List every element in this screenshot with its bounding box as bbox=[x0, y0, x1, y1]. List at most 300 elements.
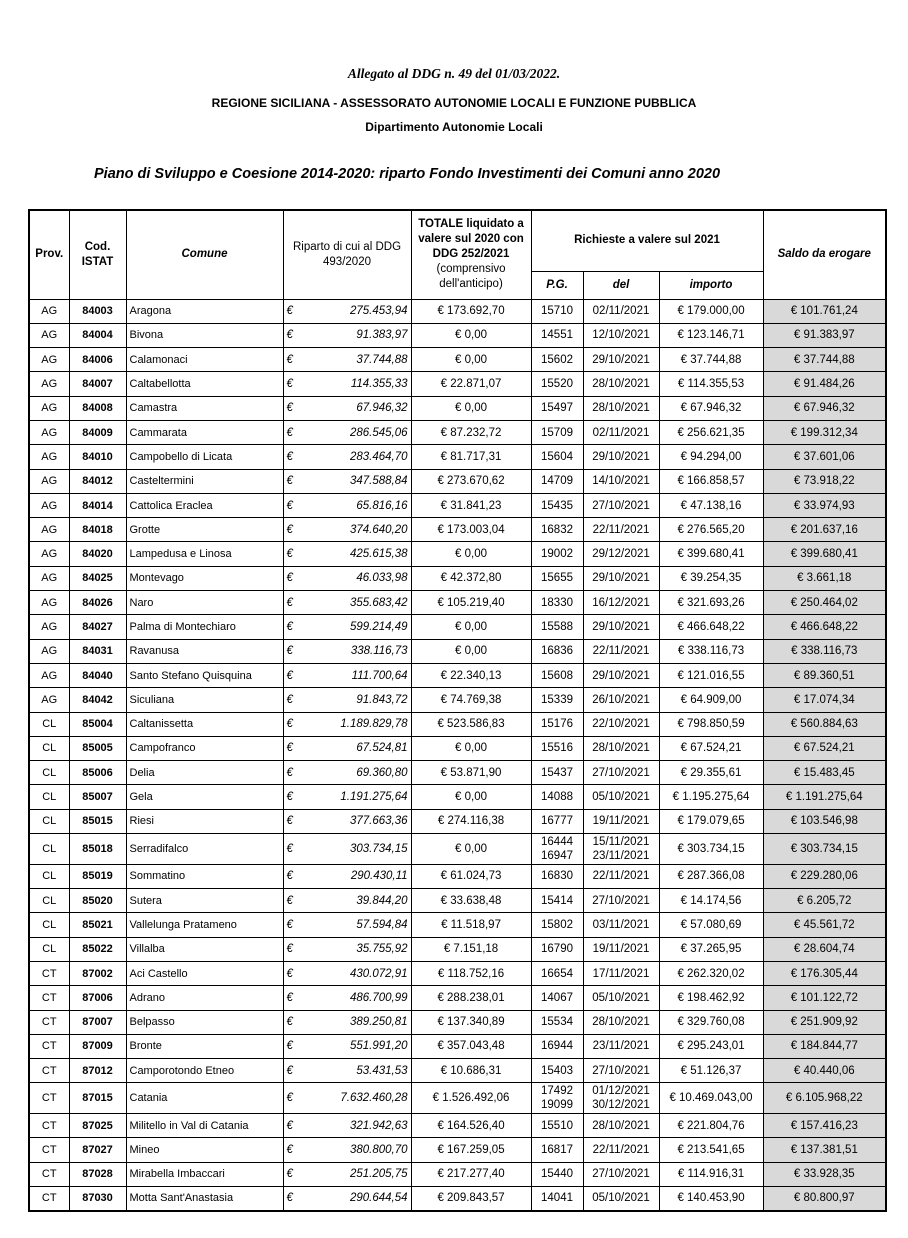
cell-riparto: 91.843,72 bbox=[309, 688, 411, 712]
cell-istat: 87006 bbox=[69, 986, 126, 1010]
cell-prov: AG bbox=[29, 591, 69, 615]
cell-importo: € 67.524,21 bbox=[659, 736, 763, 760]
riparto-table bbox=[28, 209, 887, 1212]
cell-riparto: 7.632.460,28 bbox=[309, 1083, 411, 1114]
cell-prov: CL bbox=[29, 785, 69, 809]
table-row bbox=[29, 1114, 886, 1138]
cell-totale: € 53.871,90 bbox=[411, 761, 531, 785]
cell-pg: 15710 bbox=[531, 299, 583, 323]
cell-riparto: 67.946,32 bbox=[309, 396, 411, 420]
table-row bbox=[29, 493, 886, 517]
table-row bbox=[29, 1083, 886, 1114]
cell-totale: € 209.843,57 bbox=[411, 1186, 531, 1210]
col-riparto-line2: 493/2020 bbox=[323, 255, 371, 268]
cell-istat: 85007 bbox=[69, 785, 126, 809]
cell-importo: € 198.462,92 bbox=[659, 986, 763, 1010]
cell-totale: € 7.151,18 bbox=[411, 937, 531, 961]
cell-prov: CL bbox=[29, 937, 69, 961]
cell-importo: € 166.858,57 bbox=[659, 469, 763, 493]
cell-pg-line2: 16947 bbox=[541, 849, 573, 862]
cell-del: 27/10/2021 bbox=[583, 889, 659, 913]
cell-totale: € 61.024,73 bbox=[411, 864, 531, 888]
cell-euro-sign: € bbox=[283, 396, 309, 420]
cell-del bbox=[583, 834, 659, 865]
cell-comune: Palma di Montechiaro bbox=[126, 615, 283, 639]
cell-pg: 16836 bbox=[531, 639, 583, 663]
cell-pg: 15604 bbox=[531, 445, 583, 469]
cell-istat: 84003 bbox=[69, 299, 126, 323]
cell-istat: 84007 bbox=[69, 372, 126, 396]
cell-importo: € 123.146,71 bbox=[659, 323, 763, 347]
cell-saldo: € 3.661,18 bbox=[763, 566, 886, 590]
cell-saldo: € 176.305,44 bbox=[763, 961, 886, 985]
cell-riparto: 347.588,84 bbox=[309, 469, 411, 493]
cell-istat: 85022 bbox=[69, 937, 126, 961]
cell-pg: 15608 bbox=[531, 663, 583, 687]
col-richieste: Richieste a valere sul 2021 bbox=[531, 210, 763, 271]
cell-prov: AG bbox=[29, 542, 69, 566]
cell-pg bbox=[531, 1083, 583, 1114]
col-del: del bbox=[583, 271, 659, 299]
cell-saldo: € 37.601,06 bbox=[763, 445, 886, 469]
cell-prov: CT bbox=[29, 961, 69, 985]
cell-prov: CL bbox=[29, 736, 69, 760]
cell-istat: 84026 bbox=[69, 591, 126, 615]
cell-comune: Siculiana bbox=[126, 688, 283, 712]
cell-prov: CL bbox=[29, 712, 69, 736]
cell-euro-sign: € bbox=[283, 864, 309, 888]
cell-riparto: 67.524,81 bbox=[309, 736, 411, 760]
cell-pg: 16654 bbox=[531, 961, 583, 985]
cell-saldo: € 45.561,72 bbox=[763, 913, 886, 937]
cell-riparto: 338.116,73 bbox=[309, 639, 411, 663]
table-row bbox=[29, 1034, 886, 1058]
cell-totale: € 0,00 bbox=[411, 785, 531, 809]
cell-comune: Militello in Val di Catania bbox=[126, 1114, 283, 1138]
cell-comune: Santo Stefano Quisquina bbox=[126, 663, 283, 687]
cell-importo: € 37.265,95 bbox=[659, 937, 763, 961]
cell-riparto: 69.360,80 bbox=[309, 761, 411, 785]
cell-istat: 85005 bbox=[69, 736, 126, 760]
cell-euro-sign: € bbox=[283, 591, 309, 615]
cell-comune: Cattolica Eraclea bbox=[126, 493, 283, 517]
cell-del: 05/10/2021 bbox=[583, 1186, 659, 1210]
cell-riparto: 65.816,16 bbox=[309, 493, 411, 517]
cell-euro-sign: € bbox=[283, 420, 309, 444]
cell-comune: Riesi bbox=[126, 809, 283, 833]
cell-saldo: € 101.122,72 bbox=[763, 986, 886, 1010]
cell-comune: Villalba bbox=[126, 937, 283, 961]
cell-istat: 87027 bbox=[69, 1138, 126, 1162]
cell-riparto: 39.844,20 bbox=[309, 889, 411, 913]
cell-comune: Sommatino bbox=[126, 864, 283, 888]
cell-del: 02/11/2021 bbox=[583, 420, 659, 444]
cell-saldo: € 303.734,15 bbox=[763, 834, 886, 865]
cell-pg: 15802 bbox=[531, 913, 583, 937]
cell-importo: € 179.079,65 bbox=[659, 809, 763, 833]
col-totale-line5: dell'anticipo) bbox=[439, 278, 503, 291]
table-row bbox=[29, 937, 886, 961]
cell-riparto: 425.615,38 bbox=[309, 542, 411, 566]
cell-del-line1: 01/12/2021 bbox=[592, 1085, 650, 1098]
cell-euro-sign: € bbox=[283, 889, 309, 913]
cell-pg: 19002 bbox=[531, 542, 583, 566]
cell-saldo: € 101.761,24 bbox=[763, 299, 886, 323]
cell-totale: € 137.340,89 bbox=[411, 1010, 531, 1034]
cell-importo: € 114.355,53 bbox=[659, 372, 763, 396]
cell-del: 26/10/2021 bbox=[583, 688, 659, 712]
cell-pg: 15655 bbox=[531, 566, 583, 590]
cell-saldo: € 157.416,23 bbox=[763, 1114, 886, 1138]
cell-prov: AG bbox=[29, 663, 69, 687]
col-prov: Prov. bbox=[29, 210, 69, 299]
cell-saldo: € 33.928,35 bbox=[763, 1162, 886, 1186]
document-title: Piano di Sviluppo e Coesione 2014-2020: riparto Fondo Investimenti dei Comuni anno 2020 bbox=[94, 166, 721, 182]
cell-pg: 15339 bbox=[531, 688, 583, 712]
cell-saldo: € 466.648,22 bbox=[763, 615, 886, 639]
cell-istat: 84031 bbox=[69, 639, 126, 663]
cell-del: 02/11/2021 bbox=[583, 299, 659, 323]
cell-prov: CT bbox=[29, 1186, 69, 1210]
cell-comune: Campobello di Licata bbox=[126, 445, 283, 469]
cell-riparto: 1.189.829,78 bbox=[309, 712, 411, 736]
cell-euro-sign: € bbox=[283, 1186, 309, 1210]
cell-importo: € 57.080,69 bbox=[659, 913, 763, 937]
table-row bbox=[29, 396, 886, 420]
cell-saldo: € 251.909,92 bbox=[763, 1010, 886, 1034]
cell-istat: 85020 bbox=[69, 889, 126, 913]
cell-euro-sign: € bbox=[283, 469, 309, 493]
cell-importo: € 399.680,41 bbox=[659, 542, 763, 566]
cell-importo: € 140.453,90 bbox=[659, 1186, 763, 1210]
cell-riparto: 46.033,98 bbox=[309, 566, 411, 590]
cell-pg: 16832 bbox=[531, 518, 583, 542]
cell-totale: € 167.259,05 bbox=[411, 1138, 531, 1162]
col-riparto-line1: Riparto di cui al DDG bbox=[293, 240, 402, 253]
cell-prov: CT bbox=[29, 1138, 69, 1162]
cell-saldo: € 80.800,97 bbox=[763, 1186, 886, 1210]
cell-del: 27/10/2021 bbox=[583, 1162, 659, 1186]
cell-pg: 16777 bbox=[531, 809, 583, 833]
cell-comune: Catania bbox=[126, 1083, 283, 1114]
table-row bbox=[29, 445, 886, 469]
cell-istat: 84006 bbox=[69, 348, 126, 372]
cell-riparto: 321.942,63 bbox=[309, 1114, 411, 1138]
table-row bbox=[29, 736, 886, 760]
cell-euro-sign: € bbox=[283, 348, 309, 372]
cell-euro-sign: € bbox=[283, 615, 309, 639]
col-totale-line2: valere sul 2020 con bbox=[418, 233, 524, 246]
cell-comune: Ravanusa bbox=[126, 639, 283, 663]
table-row bbox=[29, 639, 886, 663]
cell-pg: 15403 bbox=[531, 1059, 583, 1083]
cell-prov: CL bbox=[29, 809, 69, 833]
cell-euro-sign: € bbox=[283, 299, 309, 323]
cell-del: 27/10/2021 bbox=[583, 493, 659, 517]
cell-del: 17/11/2021 bbox=[583, 961, 659, 985]
cell-istat: 85015 bbox=[69, 809, 126, 833]
table-row bbox=[29, 889, 886, 913]
cell-totale: € 274.116,38 bbox=[411, 809, 531, 833]
cell-saldo: € 6.205,72 bbox=[763, 889, 886, 913]
cell-riparto: 91.383,97 bbox=[309, 323, 411, 347]
cell-del: 28/10/2021 bbox=[583, 736, 659, 760]
cell-istat: 85006 bbox=[69, 761, 126, 785]
cell-riparto: 389.250,81 bbox=[309, 1010, 411, 1034]
cell-totale: € 0,00 bbox=[411, 542, 531, 566]
cell-pg: 15176 bbox=[531, 712, 583, 736]
cell-istat: 84010 bbox=[69, 445, 126, 469]
cell-importo: € 47.138,16 bbox=[659, 493, 763, 517]
cell-riparto: 551.991,20 bbox=[309, 1034, 411, 1058]
cell-riparto: 35.755,92 bbox=[309, 937, 411, 961]
cell-euro-sign: € bbox=[283, 1138, 309, 1162]
table-row bbox=[29, 864, 886, 888]
cell-del-line2: 23/11/2021 bbox=[592, 849, 650, 862]
cell-del: 29/10/2021 bbox=[583, 445, 659, 469]
cell-saldo: € 91.383,97 bbox=[763, 323, 886, 347]
col-importo: importo bbox=[659, 271, 763, 299]
cell-importo: € 64.909,00 bbox=[659, 688, 763, 712]
table-row bbox=[29, 518, 886, 542]
cell-riparto: 114.355,33 bbox=[309, 372, 411, 396]
cell-totale: € 31.841,23 bbox=[411, 493, 531, 517]
cell-pg: 14041 bbox=[531, 1186, 583, 1210]
cell-euro-sign: € bbox=[283, 542, 309, 566]
cell-comune: Lampedusa e Linosa bbox=[126, 542, 283, 566]
cell-prov: AG bbox=[29, 396, 69, 420]
table-row bbox=[29, 1010, 886, 1034]
cell-del: 22/10/2021 bbox=[583, 712, 659, 736]
cell-importo: € 276.565,20 bbox=[659, 518, 763, 542]
cell-del: 28/10/2021 bbox=[583, 396, 659, 420]
cell-pg: 14551 bbox=[531, 323, 583, 347]
cell-del: 22/11/2021 bbox=[583, 639, 659, 663]
cell-importo: € 37.744,88 bbox=[659, 348, 763, 372]
cell-pg: 14067 bbox=[531, 986, 583, 1010]
cell-del: 29/12/2021 bbox=[583, 542, 659, 566]
cell-euro-sign: € bbox=[283, 493, 309, 517]
cell-riparto: 53.431,53 bbox=[309, 1059, 411, 1083]
cell-istat: 87030 bbox=[69, 1186, 126, 1210]
cell-prov: CT bbox=[29, 1034, 69, 1058]
cell-del: 28/10/2021 bbox=[583, 372, 659, 396]
cell-prov: CL bbox=[29, 834, 69, 865]
cell-euro-sign: € bbox=[283, 663, 309, 687]
cell-prov: AG bbox=[29, 566, 69, 590]
cell-euro-sign: € bbox=[283, 913, 309, 937]
cell-importo: € 338.116,73 bbox=[659, 639, 763, 663]
cell-importo: € 114.916,31 bbox=[659, 1162, 763, 1186]
table-row bbox=[29, 761, 886, 785]
cell-istat: 84008 bbox=[69, 396, 126, 420]
table-row bbox=[29, 688, 886, 712]
cell-pg: 15588 bbox=[531, 615, 583, 639]
table-row bbox=[29, 566, 886, 590]
cell-pg: 15414 bbox=[531, 889, 583, 913]
cell-euro-sign: € bbox=[283, 937, 309, 961]
cell-prov: CL bbox=[29, 761, 69, 785]
cell-importo: € 798.850,59 bbox=[659, 712, 763, 736]
cell-del-line1: 15/11/2021 bbox=[592, 835, 650, 848]
cell-importo: € 303.734,15 bbox=[659, 834, 763, 865]
cell-istat: 84018 bbox=[69, 518, 126, 542]
cell-saldo: € 28.604,74 bbox=[763, 937, 886, 961]
cell-totale: € 11.518,97 bbox=[411, 913, 531, 937]
cell-del bbox=[583, 1083, 659, 1114]
cell-pg: 15709 bbox=[531, 420, 583, 444]
cell-totale: € 173.692,70 bbox=[411, 299, 531, 323]
cell-comune: Aci Castello bbox=[126, 961, 283, 985]
table-body bbox=[29, 299, 886, 1211]
cell-pg: 15497 bbox=[531, 396, 583, 420]
cell-saldo: € 40.440,06 bbox=[763, 1059, 886, 1083]
cell-comune: Aragona bbox=[126, 299, 283, 323]
cell-totale: € 42.372,80 bbox=[411, 566, 531, 590]
cell-prov: AG bbox=[29, 348, 69, 372]
table-row bbox=[29, 913, 886, 937]
table-row bbox=[29, 961, 886, 985]
cell-del-line2: 30/12/2021 bbox=[592, 1099, 650, 1112]
cell-comune: Camporotondo Etneo bbox=[126, 1059, 283, 1083]
cell-prov: AG bbox=[29, 420, 69, 444]
cell-del: 29/10/2021 bbox=[583, 615, 659, 639]
regione-line: REGIONE SICILIANA - ASSESSORATO AUTONOMIE LOCALI E FUNZIONE PUBBLICA bbox=[211, 96, 697, 110]
cell-importo: € 213.541,65 bbox=[659, 1138, 763, 1162]
cell-comune: Grotte bbox=[126, 518, 283, 542]
cell-pg: 16944 bbox=[531, 1034, 583, 1058]
cell-euro-sign: € bbox=[283, 961, 309, 985]
cell-saldo: € 17.074,34 bbox=[763, 688, 886, 712]
cell-riparto: 251.205,75 bbox=[309, 1162, 411, 1186]
cell-istat: 87028 bbox=[69, 1162, 126, 1186]
cell-totale: € 10.686,31 bbox=[411, 1059, 531, 1083]
cell-pg: 15534 bbox=[531, 1010, 583, 1034]
cell-istat: 84014 bbox=[69, 493, 126, 517]
cell-istat: 87009 bbox=[69, 1034, 126, 1058]
table-row bbox=[29, 1162, 886, 1186]
cell-istat: 87012 bbox=[69, 1059, 126, 1083]
cell-riparto: 1.191.275,64 bbox=[309, 785, 411, 809]
table-row bbox=[29, 469, 886, 493]
col-totale-line4: (comprensivo bbox=[436, 263, 506, 276]
cell-istat: 85019 bbox=[69, 864, 126, 888]
cell-prov: CL bbox=[29, 889, 69, 913]
cell-totale: € 523.586,83 bbox=[411, 712, 531, 736]
cell-comune: Mirabella Imbaccari bbox=[126, 1162, 283, 1186]
col-istat-line2: ISTAT bbox=[81, 255, 114, 268]
cell-importo: € 67.946,32 bbox=[659, 396, 763, 420]
cell-istat: 84042 bbox=[69, 688, 126, 712]
cell-prov: CL bbox=[29, 864, 69, 888]
cell-comune: Caltanissetta bbox=[126, 712, 283, 736]
cell-istat: 84027 bbox=[69, 615, 126, 639]
cell-saldo: € 15.483,45 bbox=[763, 761, 886, 785]
cell-comune: Serradifalco bbox=[126, 834, 283, 865]
cell-prov: AG bbox=[29, 445, 69, 469]
cell-comune: Sutera bbox=[126, 889, 283, 913]
cell-saldo: € 201.637,16 bbox=[763, 518, 886, 542]
cell-importo: € 256.621,35 bbox=[659, 420, 763, 444]
cell-saldo: € 250.464,02 bbox=[763, 591, 886, 615]
cell-prov: AG bbox=[29, 299, 69, 323]
cell-riparto: 37.744,88 bbox=[309, 348, 411, 372]
cell-saldo: € 137.381,51 bbox=[763, 1138, 886, 1162]
cell-euro-sign: € bbox=[283, 372, 309, 396]
cell-del: 12/10/2021 bbox=[583, 323, 659, 347]
cell-riparto: 377.663,36 bbox=[309, 809, 411, 833]
cell-riparto: 286.545,06 bbox=[309, 420, 411, 444]
cell-istat: 84025 bbox=[69, 566, 126, 590]
cell-totale: € 87.232,72 bbox=[411, 420, 531, 444]
cell-totale: € 74.769,38 bbox=[411, 688, 531, 712]
cell-del: 05/10/2021 bbox=[583, 785, 659, 809]
cell-comune: Casteltermini bbox=[126, 469, 283, 493]
table-row bbox=[29, 323, 886, 347]
cell-totale: € 217.277,40 bbox=[411, 1162, 531, 1186]
cell-importo: € 51.126,37 bbox=[659, 1059, 763, 1083]
cell-totale: € 164.526,40 bbox=[411, 1114, 531, 1138]
cell-prov: AG bbox=[29, 493, 69, 517]
col-saldo: Saldo da erogare bbox=[763, 210, 886, 299]
cell-comune: Naro bbox=[126, 591, 283, 615]
cell-riparto: 290.430,11 bbox=[309, 864, 411, 888]
cell-pg: 15602 bbox=[531, 348, 583, 372]
dipartimento-line: Dipartimento Autonomie Locali bbox=[365, 120, 543, 134]
cell-euro-sign: € bbox=[283, 785, 309, 809]
cell-importo: € 287.366,08 bbox=[659, 864, 763, 888]
cell-importo: € 321.693,26 bbox=[659, 591, 763, 615]
table-row bbox=[29, 299, 886, 323]
col-istat-line1: Cod. bbox=[84, 240, 111, 253]
cell-prov: AG bbox=[29, 639, 69, 663]
cell-euro-sign: € bbox=[283, 323, 309, 347]
cell-del: 19/11/2021 bbox=[583, 809, 659, 833]
cell-comune: Camastra bbox=[126, 396, 283, 420]
cell-del: 22/11/2021 bbox=[583, 1138, 659, 1162]
cell-euro-sign: € bbox=[283, 566, 309, 590]
cell-saldo: € 67.524,21 bbox=[763, 736, 886, 760]
table-row bbox=[29, 809, 886, 833]
table-row bbox=[29, 663, 886, 687]
cell-pg: 15520 bbox=[531, 372, 583, 396]
cell-del: 27/10/2021 bbox=[583, 1059, 659, 1083]
cell-saldo: € 338.116,73 bbox=[763, 639, 886, 663]
cell-totale: € 0,00 bbox=[411, 348, 531, 372]
cell-totale: € 288.238,01 bbox=[411, 986, 531, 1010]
cell-pg: 15437 bbox=[531, 761, 583, 785]
col-totale-line3: DDG 252/2021 bbox=[432, 248, 510, 261]
cell-prov: CL bbox=[29, 913, 69, 937]
cell-istat: 84009 bbox=[69, 420, 126, 444]
cell-saldo: € 67.946,32 bbox=[763, 396, 886, 420]
cell-pg: 16790 bbox=[531, 937, 583, 961]
cell-prov: CT bbox=[29, 1083, 69, 1114]
col-riparto bbox=[283, 210, 411, 299]
cell-comune: Belpasso bbox=[126, 1010, 283, 1034]
cell-del: 05/10/2021 bbox=[583, 986, 659, 1010]
cell-pg bbox=[531, 834, 583, 865]
cell-istat: 85021 bbox=[69, 913, 126, 937]
cell-riparto: 290.644,54 bbox=[309, 1186, 411, 1210]
allegato-line: Allegato al DDG n. 49 del 01/03/2022. bbox=[347, 66, 561, 81]
table-row bbox=[29, 372, 886, 396]
cell-riparto: 486.700,99 bbox=[309, 986, 411, 1010]
cell-comune: Bronte bbox=[126, 1034, 283, 1058]
cell-euro-sign: € bbox=[283, 518, 309, 542]
cell-saldo: € 199.312,34 bbox=[763, 420, 886, 444]
cell-importo: € 179.000,00 bbox=[659, 299, 763, 323]
